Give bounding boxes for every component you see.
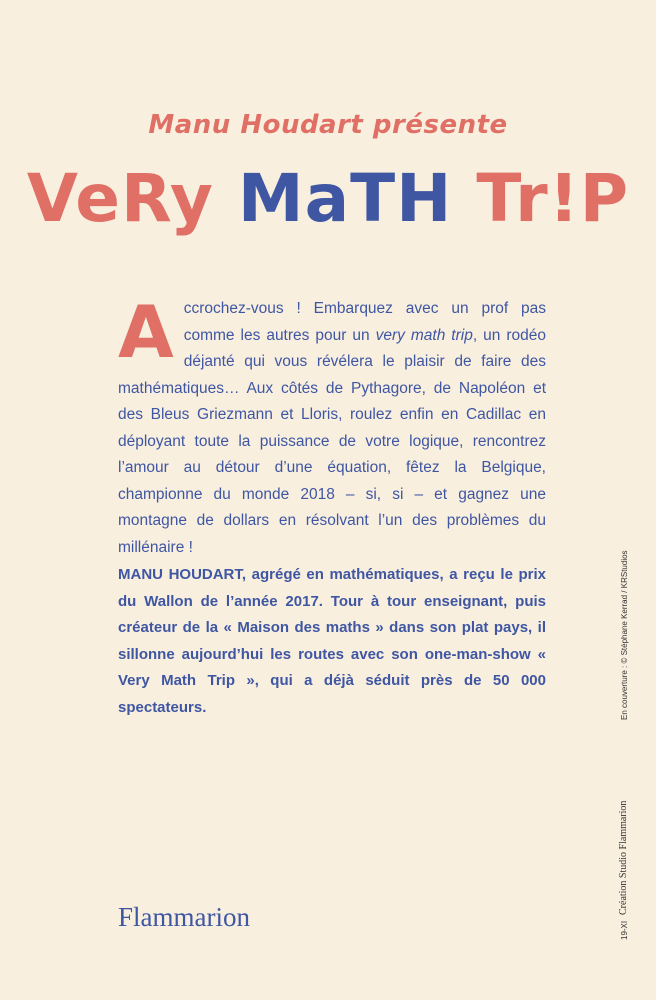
blurb-text	[118, 290, 546, 561]
blurb-text-end: , un rodéo déjanté qui vous révélera le plaisir de faire des mathématiques… Aux côtés de Pythagore, de Napoléon et des Bleus Griezmann et Lloris, roulez enfin en Cadillac en déployant toute la puissance de votre logique, rencontrez l’amour au détour d’une équation, fêtez la Belgique, championne du monde 2018 – si, si – et gagnez une montagne de dollars en résolvant l’un des problèmes du millénaire !	[118, 326, 546, 556]
author-bio	[118, 562, 546, 721]
title-word-very: VeRy	[26, 160, 214, 237]
design-credit: Création Studio Flammarion	[618, 800, 629, 915]
blurb-paragraph	[118, 290, 546, 561]
presenter-line: Manu Houdart présente	[148, 110, 508, 140]
cover-photo-credit: En couverture : © Stéphane Kerrad / KRStudios	[620, 550, 629, 720]
drop-cap: A	[118, 290, 174, 374]
book-title	[0, 160, 656, 238]
author-bio-text: MANU HOUDART, agrégé en mathématiques, a reçu le prix du Wallon de l’année 2017. Tour à tour enseignant, puis créateur de la « Maison des maths » dans son plat pays, il sillonne aujourd’hui les routes avec son one-man-show « Very Math Trip », qui a déjà séduit près de 50 000 spectateurs.	[118, 566, 546, 716]
vertical-credits	[610, 550, 640, 940]
title-word-trip: Tr!P	[476, 160, 630, 237]
title-word-math: MaTH	[237, 160, 453, 237]
publisher-logo: Flammarion	[118, 902, 250, 932]
blurb-text-start: ccrochez-vous ! Embarquez avec un prof pas comme les autres pour un	[183, 300, 546, 344]
blurb-text-emphasis: very math trip	[375, 326, 473, 344]
print-code: 19-XI	[620, 920, 629, 940]
